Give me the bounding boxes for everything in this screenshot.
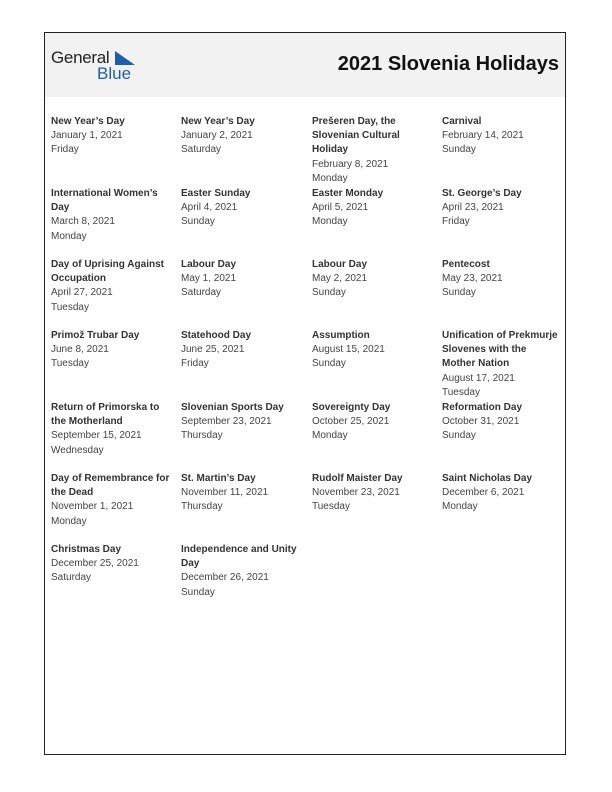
holiday-weekday: Monday (312, 430, 348, 442)
page-title: 2021 Slovenia Holidays (337, 53, 559, 75)
holiday-weekday: Monday (51, 515, 87, 527)
holiday-date: December 6, 2021 (442, 487, 525, 499)
holiday-entry (312, 472, 432, 515)
holiday-name: Saint Nicholas Day (442, 473, 533, 484)
calendar-page (44, 32, 566, 755)
holiday-entry (312, 258, 432, 301)
holiday-date: January 1, 2021 (51, 130, 123, 142)
holiday-date: February 14, 2021 (442, 130, 524, 142)
holiday-entry (442, 329, 562, 400)
holiday-entry (51, 472, 171, 529)
holiday-entry (442, 401, 562, 444)
logo-blue-text: Blue (97, 64, 132, 83)
holiday-name: Slovenian Sports Day (181, 402, 284, 413)
holiday-weekday: Tuesday (312, 501, 350, 513)
holiday-entry (181, 543, 301, 600)
holiday-weekday: Sunday (312, 287, 346, 299)
holiday-name: Easter Sunday (181, 188, 251, 199)
holiday-date: April 27, 2021 (51, 287, 113, 299)
holiday-entry (312, 115, 432, 186)
holiday-date: October 25, 2021 (312, 416, 390, 428)
holiday-entry (51, 187, 171, 244)
holiday-weekday: Monday (312, 172, 348, 184)
holiday-date: December 25, 2021 (51, 558, 139, 570)
holiday-date: November 23, 2021 (312, 487, 400, 499)
holiday-weekday: Saturday (181, 144, 222, 156)
holiday-name: Easter Monday (312, 188, 384, 199)
holiday-entry (442, 187, 562, 230)
holiday-weekday: Friday (181, 358, 209, 370)
holiday-name: Statehood Day (181, 330, 252, 341)
holiday-weekday: Friday (442, 216, 470, 228)
logo-general-text: General (51, 48, 110, 67)
holiday-name: Rudolf Maister Day (312, 473, 403, 484)
holiday-entry (442, 115, 562, 158)
holiday-date: November 11, 2021 (181, 487, 269, 499)
holiday-entry (312, 329, 432, 372)
holiday-entry (181, 329, 301, 372)
holiday-name: International Women’s Day (51, 188, 158, 214)
holiday-weekday: Sunday (442, 430, 476, 442)
holiday-entry (181, 401, 301, 444)
holiday-name: Labour Day (312, 259, 368, 270)
holiday-weekday: Friday (51, 144, 79, 156)
holiday-entry (312, 187, 432, 230)
holiday-date: April 5, 2021 (312, 202, 369, 214)
holiday-name: St. George’s Day (442, 188, 522, 199)
holiday-date: December 26, 2021 (181, 572, 269, 584)
holiday-weekday: Monday (312, 216, 348, 228)
holiday-weekday: Sunday (181, 586, 215, 598)
holiday-weekday: Tuesday (51, 301, 89, 313)
holiday-name: Sovereignty Day (312, 402, 391, 413)
holiday-weekday: Thursday (181, 430, 223, 442)
holiday-weekday: Tuesday (442, 386, 480, 398)
holiday-weekday: Sunday (181, 216, 215, 228)
holiday-weekday: Sunday (442, 287, 476, 299)
holiday-name: Carnival (442, 116, 482, 127)
holiday-entry (51, 258, 171, 315)
holiday-name: Labour Day (181, 259, 237, 270)
holiday-name: Pentecost (442, 259, 490, 270)
holiday-entry (312, 401, 432, 444)
holiday-entry (181, 258, 301, 301)
holiday-entry (181, 115, 301, 158)
holiday-name: Assumption (312, 330, 370, 341)
holiday-name: Independence and Unity Day (181, 544, 297, 570)
holiday-weekday: Saturday (181, 287, 222, 299)
holiday-entry (181, 187, 301, 230)
holiday-date: September 15, 2021 (51, 430, 142, 442)
holiday-weekday: Sunday (312, 358, 346, 370)
holiday-name: Reformation Day (442, 402, 523, 413)
holiday-date: May 23, 2021 (442, 273, 503, 285)
holiday-entry (51, 329, 171, 372)
holiday-date: November 1, 2021 (51, 501, 134, 513)
holiday-name: Day of Remembrance for the Dead (51, 473, 170, 499)
holiday-date: September 23, 2021 (181, 416, 272, 428)
holiday-weekday: Sunday (442, 144, 476, 156)
holiday-name: Day of Uprising Against Occupation (51, 259, 164, 285)
holiday-date: January 2, 2021 (181, 130, 253, 142)
holiday-date: August 15, 2021 (312, 344, 385, 356)
logo-triangle-icon (113, 51, 135, 65)
holiday-entry (442, 258, 562, 301)
holiday-date: March 8, 2021 (51, 216, 115, 228)
holiday-name: Prešeren Day, the Slovenian Cultural Holiday (312, 116, 400, 156)
holiday-entry (51, 543, 171, 586)
holiday-date: August 17, 2021 (442, 372, 515, 384)
holiday-entry (51, 115, 171, 158)
holiday-name: New Year’s Day (181, 116, 255, 127)
holiday-weekday: Thursday (181, 501, 223, 513)
holiday-weekday: Monday (51, 230, 87, 242)
generalblue-logo (51, 48, 141, 84)
holiday-weekday: Monday (442, 501, 478, 513)
holiday-date: April 23, 2021 (442, 202, 504, 214)
holiday-weekday: Tuesday (51, 358, 89, 370)
holiday-date: May 2, 2021 (312, 273, 368, 285)
holiday-weekday: Saturday (51, 572, 92, 584)
holiday-date: May 1, 2021 (181, 273, 237, 285)
holiday-date: April 4, 2021 (181, 202, 238, 214)
holiday-entry (181, 472, 301, 515)
holiday-name: Primož Trubar Day (51, 330, 140, 341)
holiday-weekday: Wednesday (51, 444, 104, 456)
holiday-entry (442, 472, 562, 515)
holiday-date: October 31, 2021 (442, 416, 520, 428)
holiday-name: St. Martin’s Day (181, 473, 256, 484)
header-band (45, 33, 565, 97)
holiday-name: Christmas Day (51, 544, 122, 555)
holiday-entry (51, 401, 171, 458)
holiday-name: Unification of Prekmurje Slovenes with the Mother Nation (442, 330, 558, 370)
holiday-date: June 8, 2021 (51, 344, 109, 356)
holiday-date: February 8, 2021 (312, 158, 389, 170)
holiday-name: Return of Primorska to the Motherland (51, 402, 160, 428)
holiday-name: New Year’s Day (51, 116, 125, 127)
holiday-date: June 25, 2021 (181, 344, 245, 356)
